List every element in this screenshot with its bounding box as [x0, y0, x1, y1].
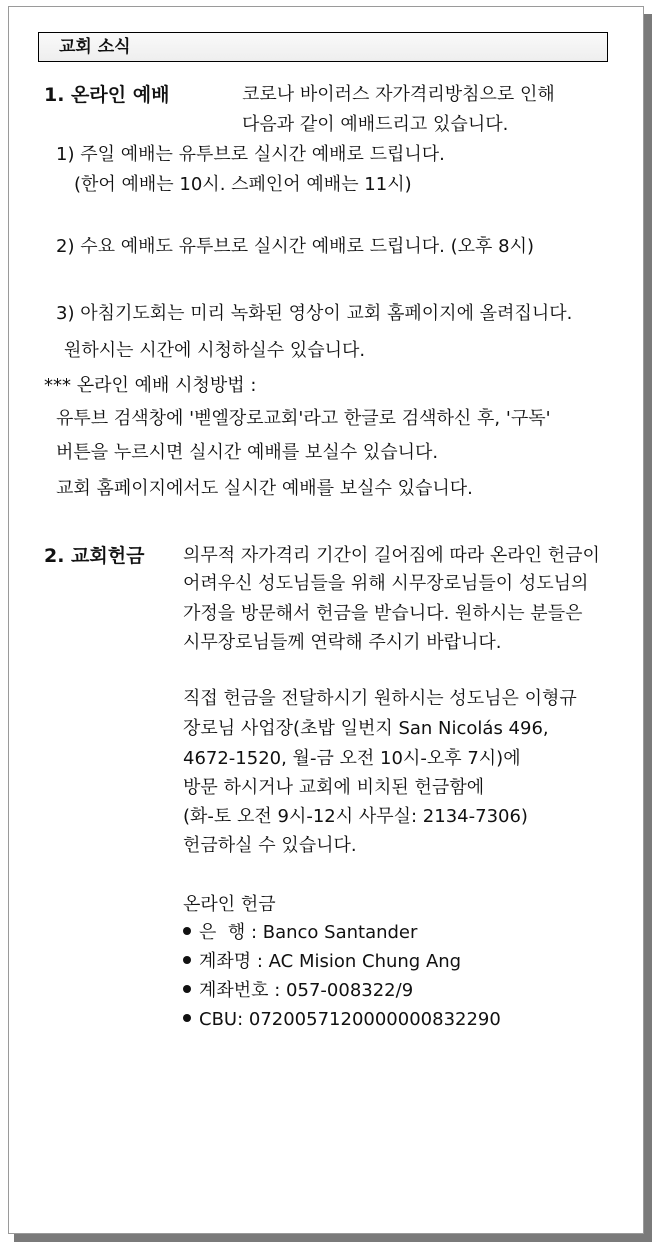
bullet-icon	[183, 1014, 191, 1022]
cbu-item	[183, 1009, 501, 1031]
sunday-service-line1: 1) 주일 예배는 유투브로 실시간 예배로 드립니다.	[56, 144, 445, 165]
sunday-service-line2: (한어 예배는 10시. 스페인어 예배는 11시)	[74, 174, 412, 195]
offering-para1-line2: 어려우신 성도님들을 위해 시무장로님들이 성도님의	[183, 573, 589, 594]
howto-line1: 유투브 검색창에 '벧엘장로교회'라고 한글로 검색하신 후, '구독'	[56, 408, 551, 429]
bullet-icon	[183, 927, 191, 935]
account-name-text: 계좌명 : AC Mision Chung Ang	[199, 951, 462, 972]
account-number-item	[183, 980, 413, 1002]
offering-para2-line6: 헌금하실 수 있습니다.	[183, 835, 357, 856]
bullet-icon	[183, 956, 191, 964]
bank-item	[183, 922, 417, 944]
online-offering-heading: 온라인 헌금	[183, 894, 276, 915]
section1-heading: 1. 온라인 예배	[44, 84, 170, 106]
bank-text: 은 행 : Banco Santander	[199, 922, 418, 943]
morning-prayer-line2: 원하시는 시간에 시청하실수 있습니다.	[64, 340, 366, 361]
bullet-icon	[183, 985, 191, 993]
account-number-text: 계좌번호 : 057-008322/9	[199, 980, 414, 1001]
section2-heading: 2. 교회헌금	[44, 545, 145, 567]
section1-intro-line2: 다음과 같이 예배드리고 있습니다.	[242, 114, 509, 135]
offering-para2-line1: 직접 헌금을 전달하시기 원하시는 성도님은 이형규	[183, 688, 577, 709]
account-name-item	[183, 951, 461, 973]
offering-para2-line4: 방문 하시거나 교회에 비치된 헌금함에	[183, 777, 485, 798]
offering-para1-line4: 시무장로님들께 연락해 주시기 바랍니다.	[183, 632, 502, 653]
offering-para1-line1: 의무적 자가격리 기간이 길어짐에 따라 온라인 헌금이	[183, 545, 600, 566]
morning-prayer-line1: 3) 아침기도회는 미리 녹화된 영상이 교회 홈페이지에 올려집니다.	[56, 303, 573, 324]
page-title: 교회 소식	[38, 32, 608, 62]
offering-para2-line5: (화-토 오전 9시-12시 사무실: 2134-7306)	[183, 806, 528, 827]
offering-para2-line3: 4672-1520, 월-금 오전 10시-오후 7시)에	[183, 748, 521, 769]
section1-intro-line1: 코로나 바이러스 자가격리방침으로 인해	[242, 84, 555, 105]
cbu-text: CBU: 0720057120000000832290	[199, 1009, 501, 1030]
wednesday-service-line: 2) 수요 예배도 유투브로 실시간 예배로 드립니다. (오후 8시)	[56, 236, 535, 257]
offering-para1-line3: 가정을 방문해서 헌금을 받습니다. 원하시는 분들은	[183, 603, 583, 624]
howto-line2: 버튼을 누르시면 실시간 예배를 보실수 있습니다.	[56, 442, 439, 463]
offering-para2-line2: 장로님 사업장(초밥 일번지 San Nicolás 496,	[183, 718, 549, 739]
howto-heading: *** 온라인 예배 시청방법 :	[44, 375, 257, 396]
howto-line3: 교회 홈페이지에서도 실시간 예배를 보실수 있습니다.	[56, 478, 473, 499]
